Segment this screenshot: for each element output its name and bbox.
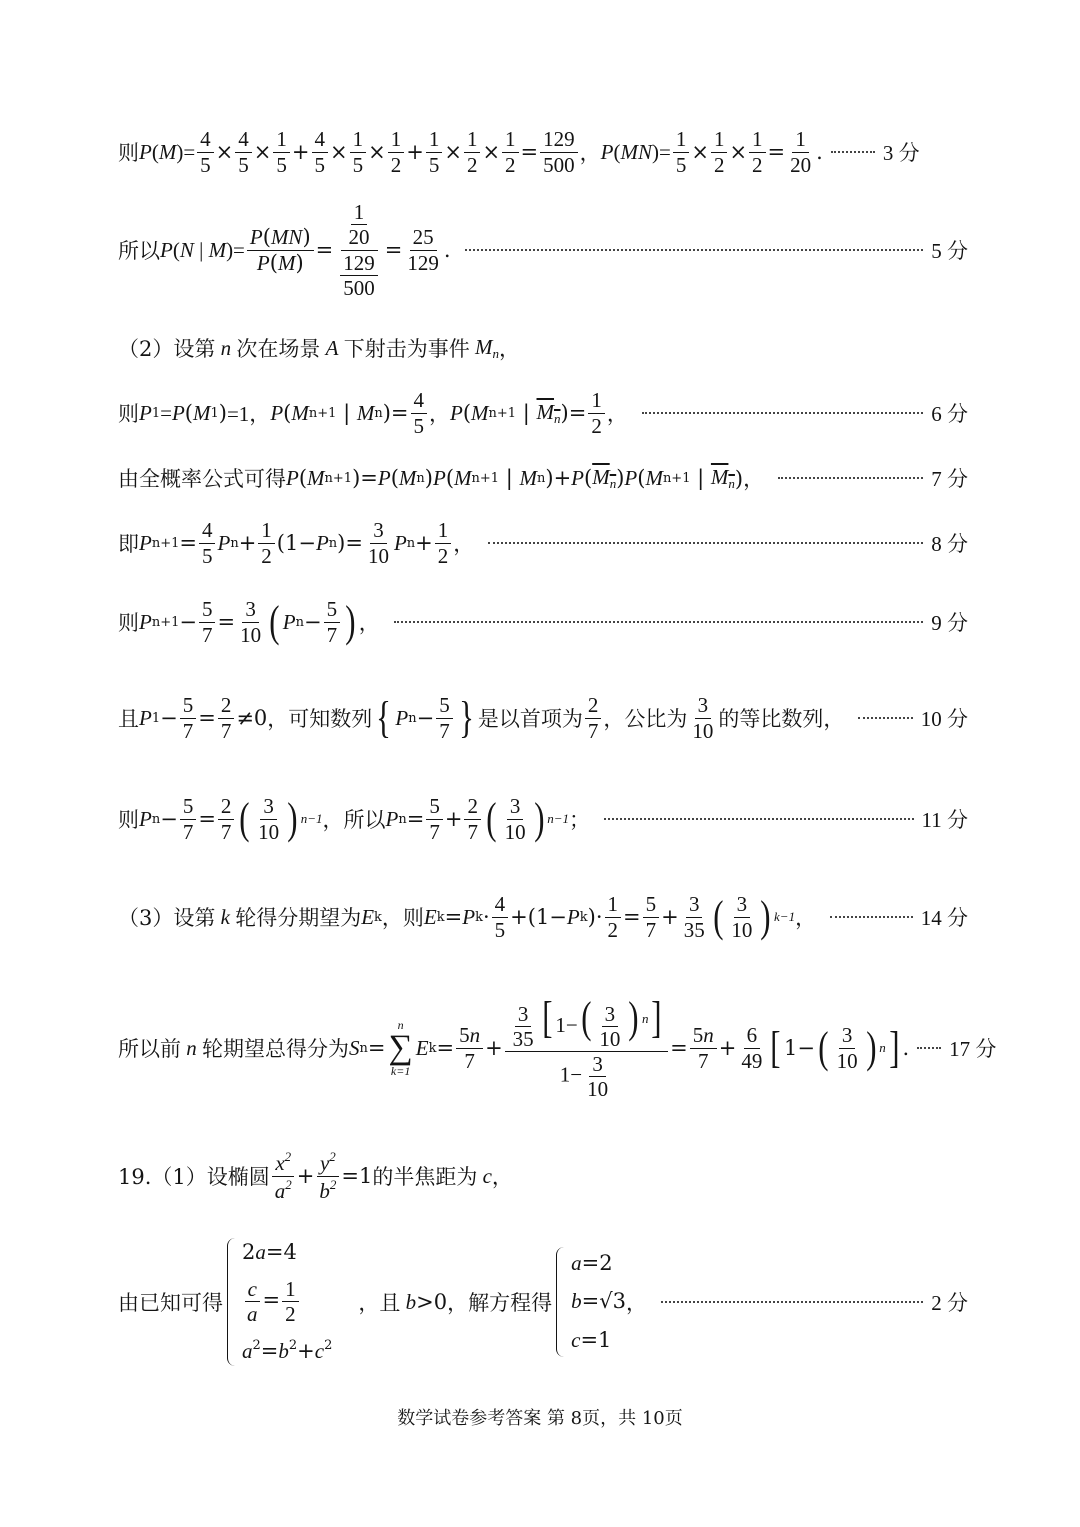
line-9-lead: 则: [118, 808, 139, 832]
line-1: 则 P ( M )= $\frac{4}{5}$ × $\frac{4}{5}$ × $\frac{1}{5}$ + $\frac{4}{5}$ × $\frac{1}{5}$ × $\frac{1}{2}$ + $\frac{1}{5}$ × $\frac{1}{2}$ × $\frac{1}{2}$ = $\frac{129}{500}$ ， P ( MN )= $\frac{1}{5}$ × $\frac{1}{2}$ × $\frac{1}{2}$ = $\frac{1}{20}$ . 3 分: [118, 127, 920, 177]
score-label: 2 分: [931, 1291, 968, 1315]
leader-dots: [858, 717, 912, 719]
score-label: 8 分: [931, 532, 968, 556]
score-label: 5 分: [931, 239, 968, 263]
line-3: （2）设第 n 次在场景 A 下射击为事件 $M_n$ ，: [118, 334, 520, 361]
line-8-t1: ，可知数列: [267, 707, 373, 731]
score-label: 17 分: [949, 1037, 997, 1061]
line-13-t1: ，且: [358, 1291, 401, 1315]
score-label: 3 分: [882, 141, 920, 165]
line-5: 由全概率公式可得 P ( M n+1 )= P ( M n ) P ( M n+1 | M n )+ P ( $M_n$ ) P ( M n+1 | $M_n$ )， 7 分: [118, 464, 968, 491]
score-label: 7 分: [931, 467, 968, 491]
line-6: 即 P n+1 = $\frac{4}{5}$ P n + $\frac{1}{2}$ (1− P n )= $\frac{3}{10}$ P n + $\frac{1}{2}$ ， 8 分: [118, 518, 968, 568]
line-9: 则 P n − $\frac{5}{7}$ = $\frac{2}{7}$ ( $\frac{3}{10}$ ) n−1 ，所以 P n = $\frac{5}{7}$ + $\frac{2}{7}$ ( $\frac{3}{10}$ ) n−1 ； 11 分: [118, 794, 968, 844]
line-7: 则 P n+1 − $\frac{5}{7}$ = $\frac{3}{10}$ ( P n − $\frac{5}{7}$ ) ， 9 分: [118, 597, 968, 647]
leader-dots: [604, 818, 913, 820]
line-8-lead: 且: [118, 707, 139, 731]
line-13-t2: ，解方程得: [447, 1291, 553, 1315]
line-12-t1: 的半焦距为: [372, 1165, 478, 1189]
line-11-lead: 所以前: [118, 1037, 181, 1061]
leader-dots: [830, 916, 913, 918]
score-label: 9 分: [931, 611, 968, 635]
line-8: 且 P 1 − $\frac{5}{7}$ = $\frac{2}{7}$ ≠0 ，可知数列 { P n − $\frac{5}{7}$ } 是以首项为 $\frac{2}{7}$ ，公比为 $\frac{3}{10}$ 的等比数列， 10 分: [118, 693, 968, 743]
line-11: 所以前 n 轮期望总得分为 S n = n ∑ k=1 E k = $\frac{5n}{7}$ + $\frac{3}{35}$ [ 1−( $\frac{3}{10}$ ) $^n$] 1− $\frac{3}{10}$ = $\frac{5n}{7}$ + $\frac{6}{49}$ [ 1− ( $\frac{3}{10}$ ) n ] . 17 分: [118, 992, 997, 1102]
leader-dots: [465, 249, 924, 251]
line-8-t4: 的等比数列，: [718, 707, 845, 731]
line-6-lead: 即: [118, 532, 139, 556]
page-footer: 数学试卷参考答案 第 8页，共 10页: [397, 1408, 683, 1429]
line-4-lead: 则: [118, 402, 139, 426]
score-label: 6 分: [931, 402, 968, 426]
line-10-t2: ，则: [381, 906, 424, 930]
line-8-t3: ，公比为: [603, 707, 688, 731]
line-4: 则 P 1 = P ( M 1 ) =1， P ( M n+1 | M n )= $\frac{4}{5}$ ， P ( M n+1 | $M_n$ )= $\frac{1}{2}$ ， 6 分: [118, 388, 968, 438]
leader-dots: [778, 477, 923, 479]
line-12-end: ，: [491, 1165, 513, 1189]
line-11-t1: 轮期望总得分为: [202, 1037, 349, 1061]
score-label: 11 分: [921, 808, 968, 832]
leader-dots: [488, 542, 923, 544]
line-3-mid2: 下射击为事件: [343, 337, 470, 361]
line-8-t2: 是以首项为: [477, 707, 583, 731]
line-1-lead: 则: [118, 141, 139, 165]
line-2-lead: 所以: [118, 239, 160, 263]
leader-dots: [642, 412, 923, 414]
leader-dots: [831, 151, 875, 153]
line-2: 所以 P ( N | M )= $\frac{P(MN)}{P(M)}$ = $\frac{\frac{1}{20}}{\frac{129}{500}}$ = $\frac{25}{129}$ . 5 分: [118, 200, 968, 300]
line-1-sep: ，: [579, 141, 601, 165]
line-12-lead: 19.（1）设椭圆: [118, 1165, 270, 1189]
line-9-t1: ，所以: [322, 808, 386, 832]
line-3-end: ，: [498, 337, 520, 361]
score-label: 14 分: [920, 906, 968, 930]
leader-dots: [917, 1047, 941, 1049]
line-7-lead: 则: [118, 611, 139, 635]
leader-dots: [661, 1301, 923, 1303]
score-label: 10 分: [920, 707, 968, 731]
leader-dots: [394, 621, 924, 623]
line-1-end: .: [816, 140, 823, 164]
line-10-lead: （3）设第: [118, 906, 216, 930]
line-13-lead: 由已知可得: [118, 1291, 223, 1315]
line-3-text: （2）设第: [118, 337, 216, 361]
line-12: 19.（1）设椭圆 $\frac{x^2}{a^2}$ + $\frac{y^2}{b^2}$ =1 的半焦距为 c ，: [118, 1149, 513, 1203]
line-10-t1: 轮得分期望为: [235, 906, 362, 930]
line-5-lead: 由全概率公式可得: [118, 467, 286, 491]
line-3-mid: 次在场景: [236, 337, 321, 361]
line-10: （3）设第 k 轮得分期望为 E k ，则 E k = P k · $\frac{4}{5}$ +(1− P k )· $\frac{1}{2}$ = $\frac{5}{7}$ + $\frac{3}{35}$ ( $\frac{3}{10}$ ) k−1 ， 14 分: [118, 892, 968, 942]
line-13: 由已知可得 2a=4 $\frac{c}{a}$ = $\frac{1}{2}$ $a^2=b^2+c^2$ ，且 b >0 ，解方程得 a=2 b=√3 c=1 ， 2 分: [118, 1232, 968, 1372]
